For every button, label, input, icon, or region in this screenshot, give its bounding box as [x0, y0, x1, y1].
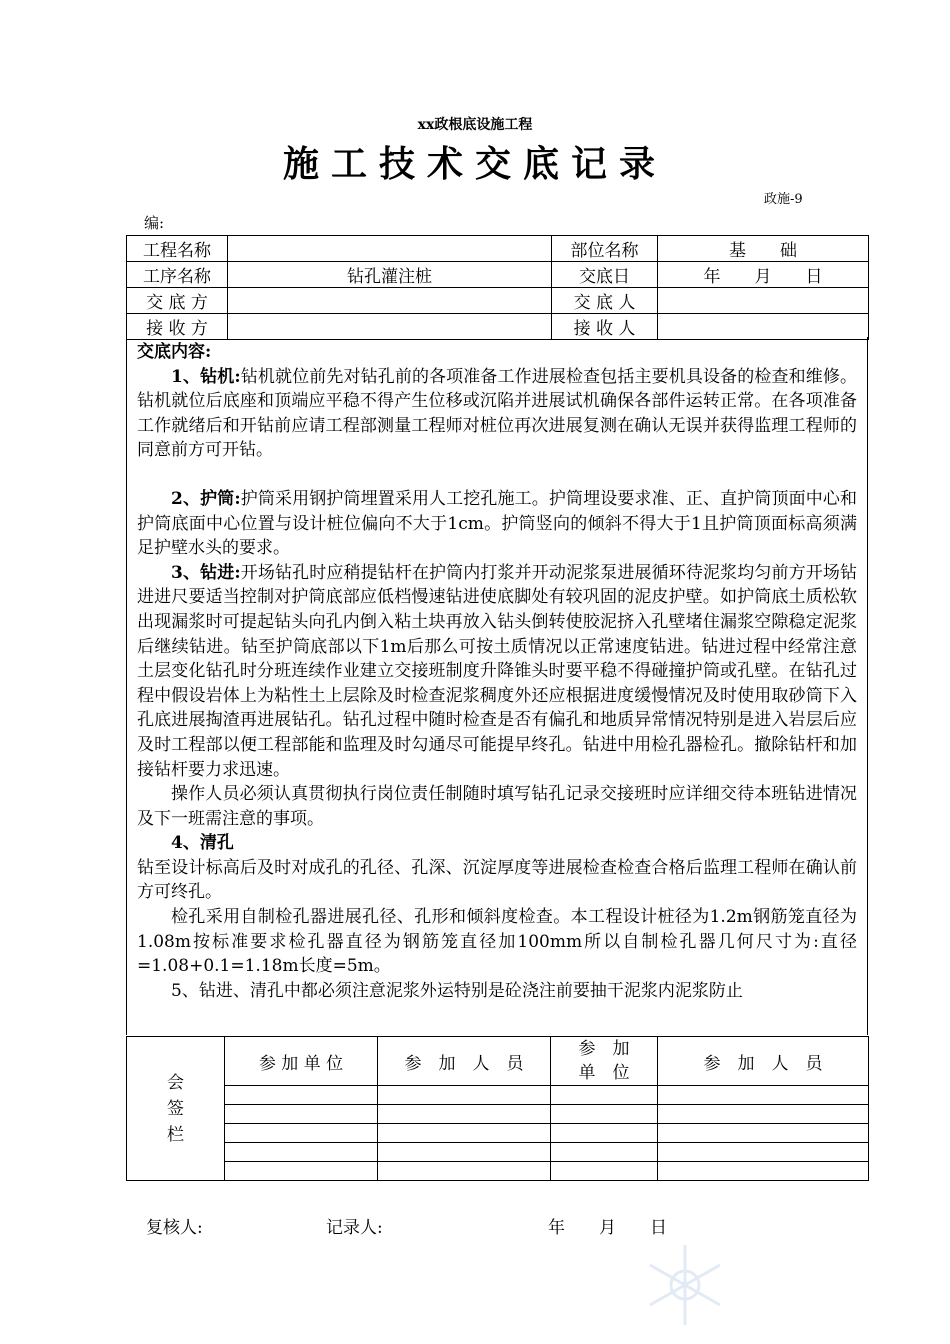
label-receiving-party: 接 收 方: [127, 314, 228, 340]
section-hole-cleaning-text: 钻至设计标高后及时对成孔的孔径、孔深、沉淀厚度等进展检查检查合格后监理工程师在确认前方可终孔。: [137, 857, 857, 903]
label-handover-date: 交底日: [552, 262, 658, 288]
value-project-name: [228, 236, 552, 262]
value-part-name: 基 础: [658, 236, 869, 262]
section-drilling-rig: [137, 365, 857, 463]
table-row: [127, 1086, 869, 1105]
table-row: [127, 288, 869, 314]
label-receiver: 接 收 人: [552, 314, 658, 340]
value-handover-person: [658, 288, 869, 314]
table-row: [127, 1143, 869, 1162]
table-row: [127, 1105, 869, 1124]
section-heading-hole-cleaning: 4、清孔: [171, 833, 234, 854]
content-heading: 交底内容:: [137, 342, 212, 362]
value-receiver: [658, 314, 869, 340]
header-participants: 参 加 人 员: [378, 1037, 551, 1086]
section-operators-note: 操作人员必须认真贯彻执行岗位责任制随时填写钻孔记录交接班时应详细交待本班钻进情况及下一班需注意的事项。: [137, 784, 857, 829]
section-casing: [137, 487, 857, 561]
snowflake-watermark-icon: [640, 1240, 730, 1330]
info-table: [126, 235, 869, 340]
section-hole-inspection: 检孔采用自制检孔器进展孔径、孔形和倾斜度检查。本工程设计桩径为1.2m钢筋笼直径为1.08m按标准要求检孔器直径为钢筋笼直径加100mm所以自制检孔器几何尺寸为:直径=1.08+0.1=1.18m长度=5m。: [137, 907, 857, 977]
handover-content: [137, 340, 857, 1003]
label-handover-person: 交 底 人: [552, 288, 658, 314]
label-part-name: 部位名称: [552, 236, 658, 262]
table-row: [127, 1162, 869, 1181]
countersign-table: [126, 1036, 869, 1181]
section-text: 护筒采用钢护筒埋置采用人工挖孔施工。护筒埋设要求准、正、直护筒顶面中心和护筒底面中心位置与设计桩位偏向不大于1cm。护筒竖向的倾斜不得大于1且护筒顶面标高须满足护壁水头的要求。: [137, 488, 857, 559]
document-title: 施工技术交底记录: [282, 143, 667, 185]
form-code: 政施-9: [764, 192, 803, 207]
section-mud-transport: 5、钻进、清孔中都必须注意泥浆外运特别是砼浇注前要抽干泥浆内泥浆防止: [171, 980, 743, 1001]
section-text: 开场钻孔时应稍提钻杆在护筒内打浆并开动泥浆泵进展循环待泥浆均匀前方开场钻进进尺要适当控制对护筒底部应低档慢速钻进使底脚处有较巩固的泥皮护壁。如护筒底土质松软出现漏浆时可提起钻头向孔内倒入粘土块再放入钻头倒转使胶泥挤入孔壁堵住漏浆空隙稳定泥浆后继续钻进。钻至护筒底部以下1m后那么可按土质情况以正常速度钻进。钻进过程中经常注意土层变化钻孔时分班连续作业建立交接班制度升降锥头时要平稳不得碰撞护筒或孔壁。在钻孔过程中假设岩体上为粘性土上层除及时检查泥浆稠度外还应根据进度缓慢情况及时使用取砂筒下入孔底进展掏渣再进展钻孔。钻孔过程中随时检查是否有偏孔和地质异常情况特别是进入岩层后应及时工程部以便工程部能和监理及时勾通尽可能提早终孔。钻进中用检孔器检孔。撤除钻杆和加接钻杆要力求迅速。: [137, 562, 857, 780]
document-subtitle: xx政根底设施工程: [417, 117, 533, 133]
footer-date: 年 月 日: [548, 1218, 667, 1238]
table-row: [127, 314, 869, 340]
label-project-name: 工程名称: [127, 236, 228, 262]
section-text: 钻机就位前先对钻孔前的各项准备工作进展检查包括主要机具设备的检查和维修。钻机就位后底座和顶端应平稳不得产生位移或沉陷并进展试机确保各部件运转正常。在各项准备工作就绪后和开钻前应请工程部测量工程师对桩位再次进展复测在确认无误并获得监理工程师的同意前方可开钻。: [137, 366, 857, 461]
table-row: [127, 1124, 869, 1143]
recorder-label: 记录人:: [326, 1218, 383, 1238]
section-heading: 1、钻机:: [171, 366, 241, 387]
label-handover-party: 交 底 方: [127, 288, 228, 314]
value-handover-party: [228, 288, 552, 314]
section-drilling: [137, 561, 857, 782]
header-participants-2: 参 加 人 员: [658, 1037, 869, 1086]
header-participating-unit-2: 参 加 单 位: [551, 1037, 658, 1086]
table-row: [127, 1037, 869, 1086]
value-handover-date: 年 月 日: [658, 262, 869, 288]
label-process-name: 工序名称: [127, 262, 228, 288]
header-participating-unit: 参 加 单 位: [225, 1037, 378, 1086]
section-heading: 2、护筒:: [171, 488, 241, 509]
table-row: [127, 262, 869, 288]
section-heading: 3、钻进:: [171, 562, 241, 583]
reviewer-label: 复核人:: [146, 1218, 203, 1238]
countersign-side-label: 会 签 栏: [127, 1037, 225, 1181]
value-receiving-party: [228, 314, 552, 340]
table-row: [127, 236, 869, 262]
serial-number-label: 编:: [144, 214, 165, 232]
value-process-name: 钻孔灌注桩: [228, 262, 552, 288]
